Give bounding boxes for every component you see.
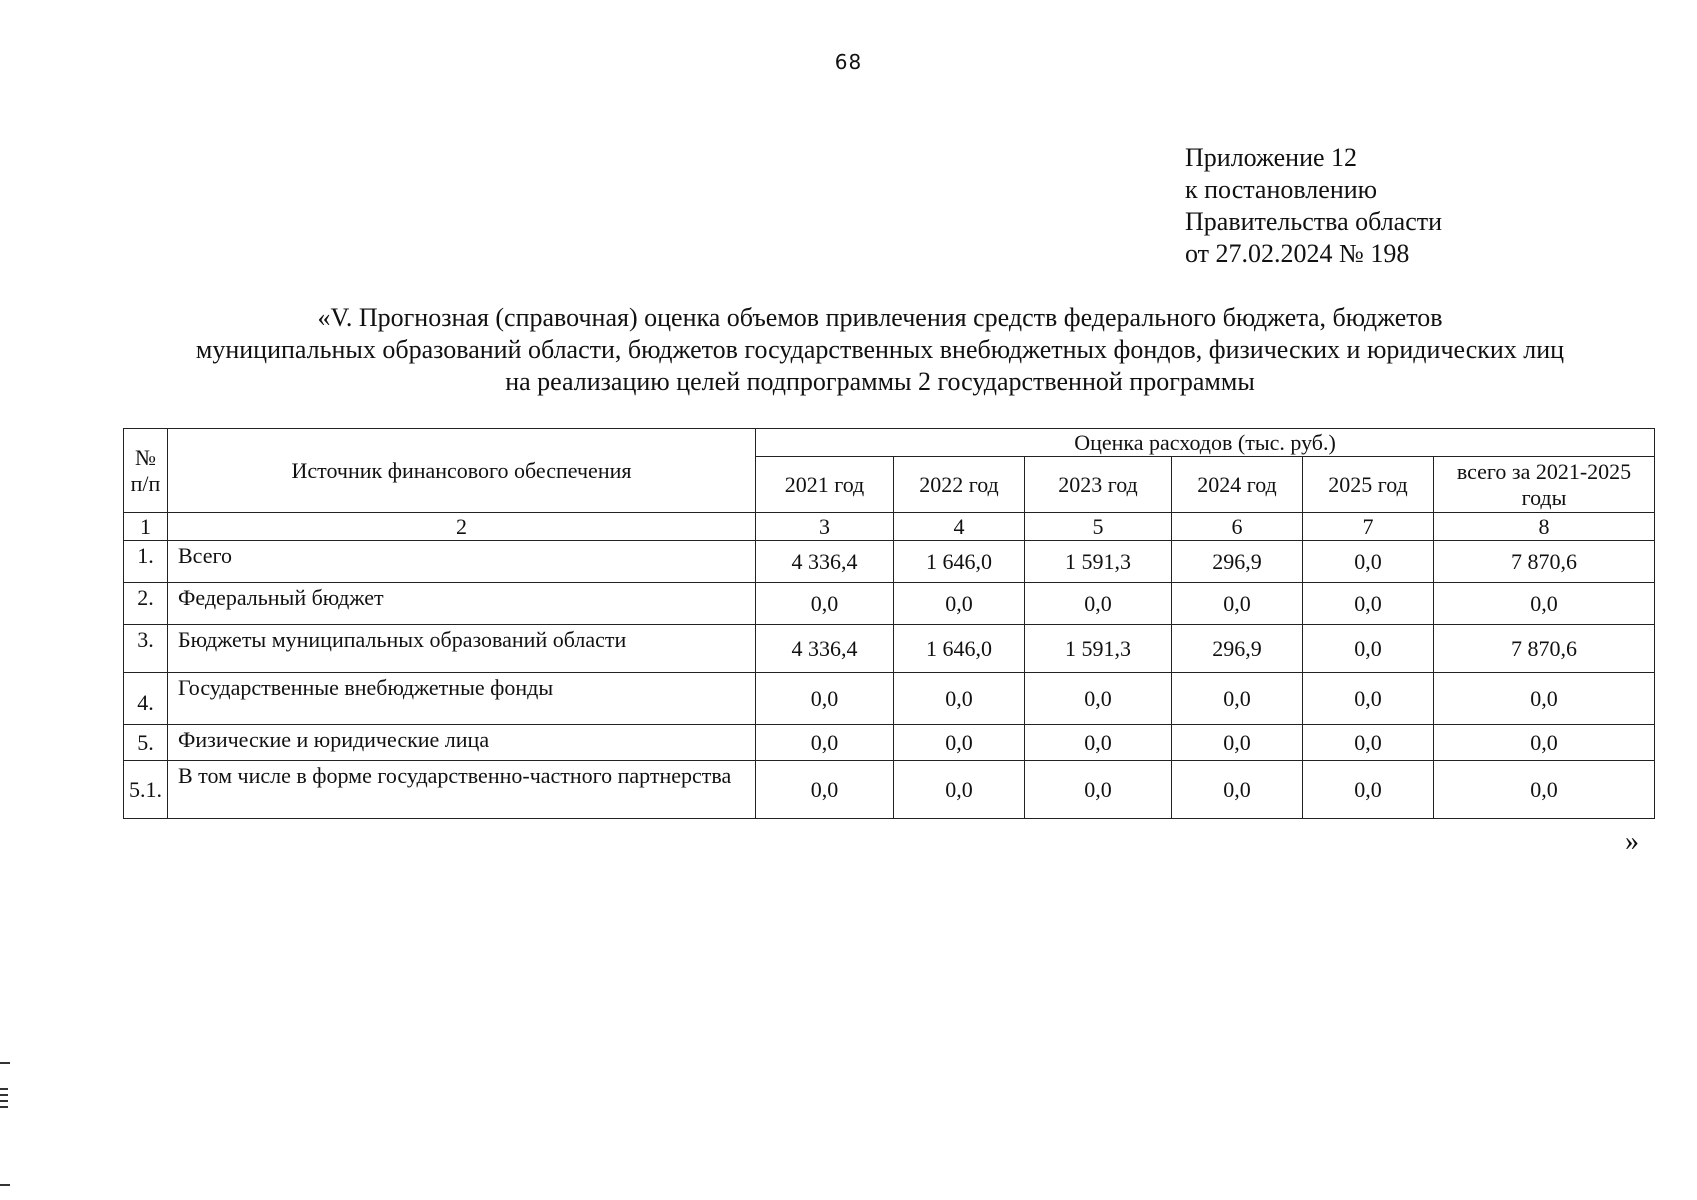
value-cell: 0,0 bbox=[1172, 725, 1303, 761]
value-cell: 0,0 bbox=[1025, 761, 1172, 819]
appendix-line: Правительства области bbox=[1185, 207, 1443, 236]
row-number: 2. bbox=[124, 583, 168, 625]
value-cell: 4 336,4 bbox=[756, 541, 894, 583]
row-source: В том числе в форме государственно-частного партнерства bbox=[168, 761, 756, 819]
value-cell: 0,0 bbox=[1025, 673, 1172, 725]
value-cell: 296,9 bbox=[1172, 625, 1303, 673]
value-cell: 4 336,4 bbox=[756, 625, 894, 673]
row-source: Физические и юридические лица bbox=[168, 725, 756, 761]
index-cell: 7 bbox=[1303, 513, 1434, 541]
value-cell: 0,0 bbox=[1172, 761, 1303, 819]
index-row bbox=[124, 513, 1655, 541]
header-source: Источник финансового обеспечения bbox=[168, 429, 756, 513]
row-source: Всего bbox=[168, 541, 756, 583]
value-cell: 0,0 bbox=[1303, 761, 1434, 819]
value-cell: 0,0 bbox=[1434, 583, 1655, 625]
row-number: 3. bbox=[124, 625, 168, 673]
header-year: 2025 год bbox=[1303, 457, 1434, 513]
header-total: всего за 2021-2025 годы bbox=[1434, 457, 1655, 513]
appendix-block bbox=[1185, 142, 1442, 270]
title-line: на реализацию целей подпрограммы 2 государственной программы bbox=[505, 367, 1255, 396]
margin-mark bbox=[0, 1184, 10, 1186]
value-cell: 0,0 bbox=[1303, 725, 1434, 761]
value-cell: 0,0 bbox=[894, 761, 1025, 819]
title-line: «V. Прогнозная (справочная) оценка объемов привлечения средств федерального бюджета, бюджетов bbox=[317, 303, 1443, 332]
row-number: 1. bbox=[124, 541, 168, 583]
value-cell: 0,0 bbox=[1303, 541, 1434, 583]
row-source: Бюджеты муниципальных образований области bbox=[168, 625, 756, 673]
row-number: 5.1. bbox=[124, 761, 168, 819]
value-cell: 0,0 bbox=[756, 725, 894, 761]
financing-table bbox=[123, 428, 1655, 819]
table-row bbox=[124, 541, 1655, 583]
value-cell: 1 646,0 bbox=[894, 541, 1025, 583]
index-cell: 1 bbox=[124, 513, 168, 541]
margin-mark bbox=[0, 1106, 8, 1108]
index-cell: 3 bbox=[756, 513, 894, 541]
value-cell: 0,0 bbox=[1434, 673, 1655, 725]
value-cell: 7 870,6 bbox=[1434, 541, 1655, 583]
value-cell: 0,0 bbox=[1434, 761, 1655, 819]
value-cell: 1 591,3 bbox=[1025, 541, 1172, 583]
value-cell: 0,0 bbox=[1303, 583, 1434, 625]
row-number: 4. bbox=[124, 673, 168, 725]
margin-mark bbox=[0, 1100, 8, 1102]
index-cell: 2 bbox=[168, 513, 756, 541]
row-number: 5. bbox=[124, 725, 168, 761]
value-cell: 0,0 bbox=[1172, 673, 1303, 725]
index-cell: 6 bbox=[1172, 513, 1303, 541]
header-year: 2021 год bbox=[756, 457, 894, 513]
value-cell: 0,0 bbox=[1025, 725, 1172, 761]
row-source: Государственные внебюджетные фонды bbox=[168, 673, 756, 725]
value-cell: 1 646,0 bbox=[894, 625, 1025, 673]
header-year: 2024 год bbox=[1172, 457, 1303, 513]
value-cell: 0,0 bbox=[1172, 583, 1303, 625]
value-cell: 296,9 bbox=[1172, 541, 1303, 583]
margin-mark bbox=[0, 1062, 10, 1064]
value-cell: 0,0 bbox=[894, 583, 1025, 625]
table-row bbox=[124, 673, 1655, 725]
value-cell: 7 870,6 bbox=[1434, 625, 1655, 673]
row-source: Федеральный бюджет bbox=[168, 583, 756, 625]
value-cell: 0,0 bbox=[756, 761, 894, 819]
title-line: муниципальных образований области, бюджетов государственных внебюджетных фондов, физических и юридических лиц bbox=[195, 335, 1565, 364]
table-row bbox=[124, 583, 1655, 625]
closing-quote: » bbox=[1625, 826, 1639, 857]
page-number: 68 bbox=[834, 50, 863, 74]
value-cell: 0,0 bbox=[1025, 583, 1172, 625]
table-row bbox=[124, 725, 1655, 761]
header-estimate: Оценка расходов (тыс. руб.) bbox=[756, 429, 1655, 457]
value-cell: 0,0 bbox=[756, 673, 894, 725]
margin-mark bbox=[0, 1094, 8, 1096]
value-cell: 0,0 bbox=[1434, 725, 1655, 761]
header-year: 2023 год bbox=[1025, 457, 1172, 513]
index-cell: 8 bbox=[1434, 513, 1655, 541]
section-title bbox=[110, 302, 1650, 398]
value-cell: 0,0 bbox=[1303, 625, 1434, 673]
value-cell: 0,0 bbox=[894, 725, 1025, 761]
value-cell: 0,0 bbox=[894, 673, 1025, 725]
table-row bbox=[124, 761, 1655, 819]
appendix-line: к постановлению bbox=[1185, 175, 1378, 204]
appendix-line: Приложение 12 bbox=[1185, 143, 1358, 172]
value-cell: 0,0 bbox=[1303, 673, 1434, 725]
header-year: 2022 год bbox=[894, 457, 1025, 513]
value-cell: 1 591,3 bbox=[1025, 625, 1172, 673]
header-num: № п/п bbox=[124, 429, 168, 513]
margin-mark bbox=[0, 1088, 8, 1090]
table-row bbox=[124, 625, 1655, 673]
appendix-line: от 27.02.2024 № 198 bbox=[1185, 239, 1410, 268]
value-cell: 0,0 bbox=[756, 583, 894, 625]
index-cell: 5 bbox=[1025, 513, 1172, 541]
index-cell: 4 bbox=[894, 513, 1025, 541]
